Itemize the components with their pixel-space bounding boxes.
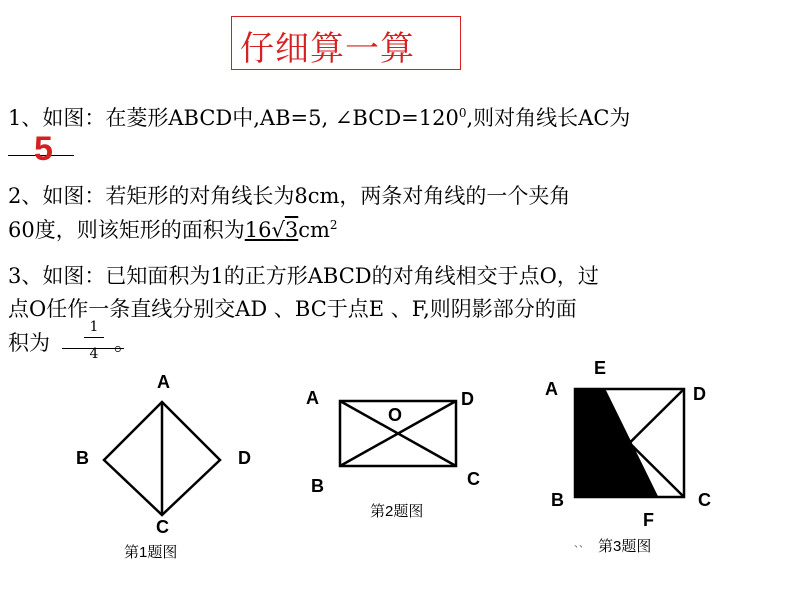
q2-unit-sup: 2 [329,218,338,232]
q3-end: 。 [114,331,135,355]
q2-answer: 16√3 [244,218,299,242]
fig1-label-c: C [156,517,169,537]
fig1-label-b: B [76,448,89,468]
fig2-caption: 第2题图 [370,503,424,520]
fig1-label-d: D [238,448,251,468]
fig1-label-a: A [157,372,170,392]
q3-text: 积为 [8,331,50,355]
q1-text-a: 1、如图：在菱形ABCD中,AB=5, ∠BCD=120 [8,106,459,130]
q1-degree-sup: 0 [458,106,467,120]
fig2-label-d: D [461,389,474,409]
fig3-label-o: O [601,432,616,452]
fig3-caption: 第3题图 [598,538,652,555]
fig2-label-b: B [311,476,324,496]
fig3-label-e: E [594,358,607,378]
q1-text-b: ,则对角线长AC为 [466,106,631,130]
q1-answer: 5 [34,130,53,168]
fig2-label-o: O [388,405,403,425]
fig3-label-f: F [643,510,654,530]
q3-frac-num: 1 [89,319,99,335]
fig3-label-a: A [545,379,558,399]
fig2-label-a: A [306,388,319,408]
question-3-line-1: 3、如图：已知面积为1的正方形ABCD的对角线相交于点O，过 [8,264,599,288]
question-2-line-1: 2、如图：若矩形的对角线长为8cm，两条对角线的一个夹角 [8,184,571,208]
page-title: 仔细算一算 [240,29,415,69]
q2-text: 60度，则该矩形的面积为 [8,218,245,242]
q2-unit: cm [298,218,330,242]
fig2-label-c: C [467,469,480,489]
question-3-line-2: 点O任作一条直线分别交AD 、BC于点E 、F,则阴影部分的面 [8,297,577,321]
fig3-label-d: D [693,384,706,404]
fig3-square [575,389,684,497]
fig1-rhombus [104,402,220,515]
fig3-label-b: B [551,490,564,510]
q3-frac-den: 4 [89,346,99,362]
fig3-label-c: C [698,490,711,510]
q2-answer-radicand: 3 [284,218,299,242]
fig1-caption: 第1题图 [124,544,178,561]
fig3-caption-prefix: 、、 [574,539,589,550]
q2-answer-number: 16 [244,218,272,242]
